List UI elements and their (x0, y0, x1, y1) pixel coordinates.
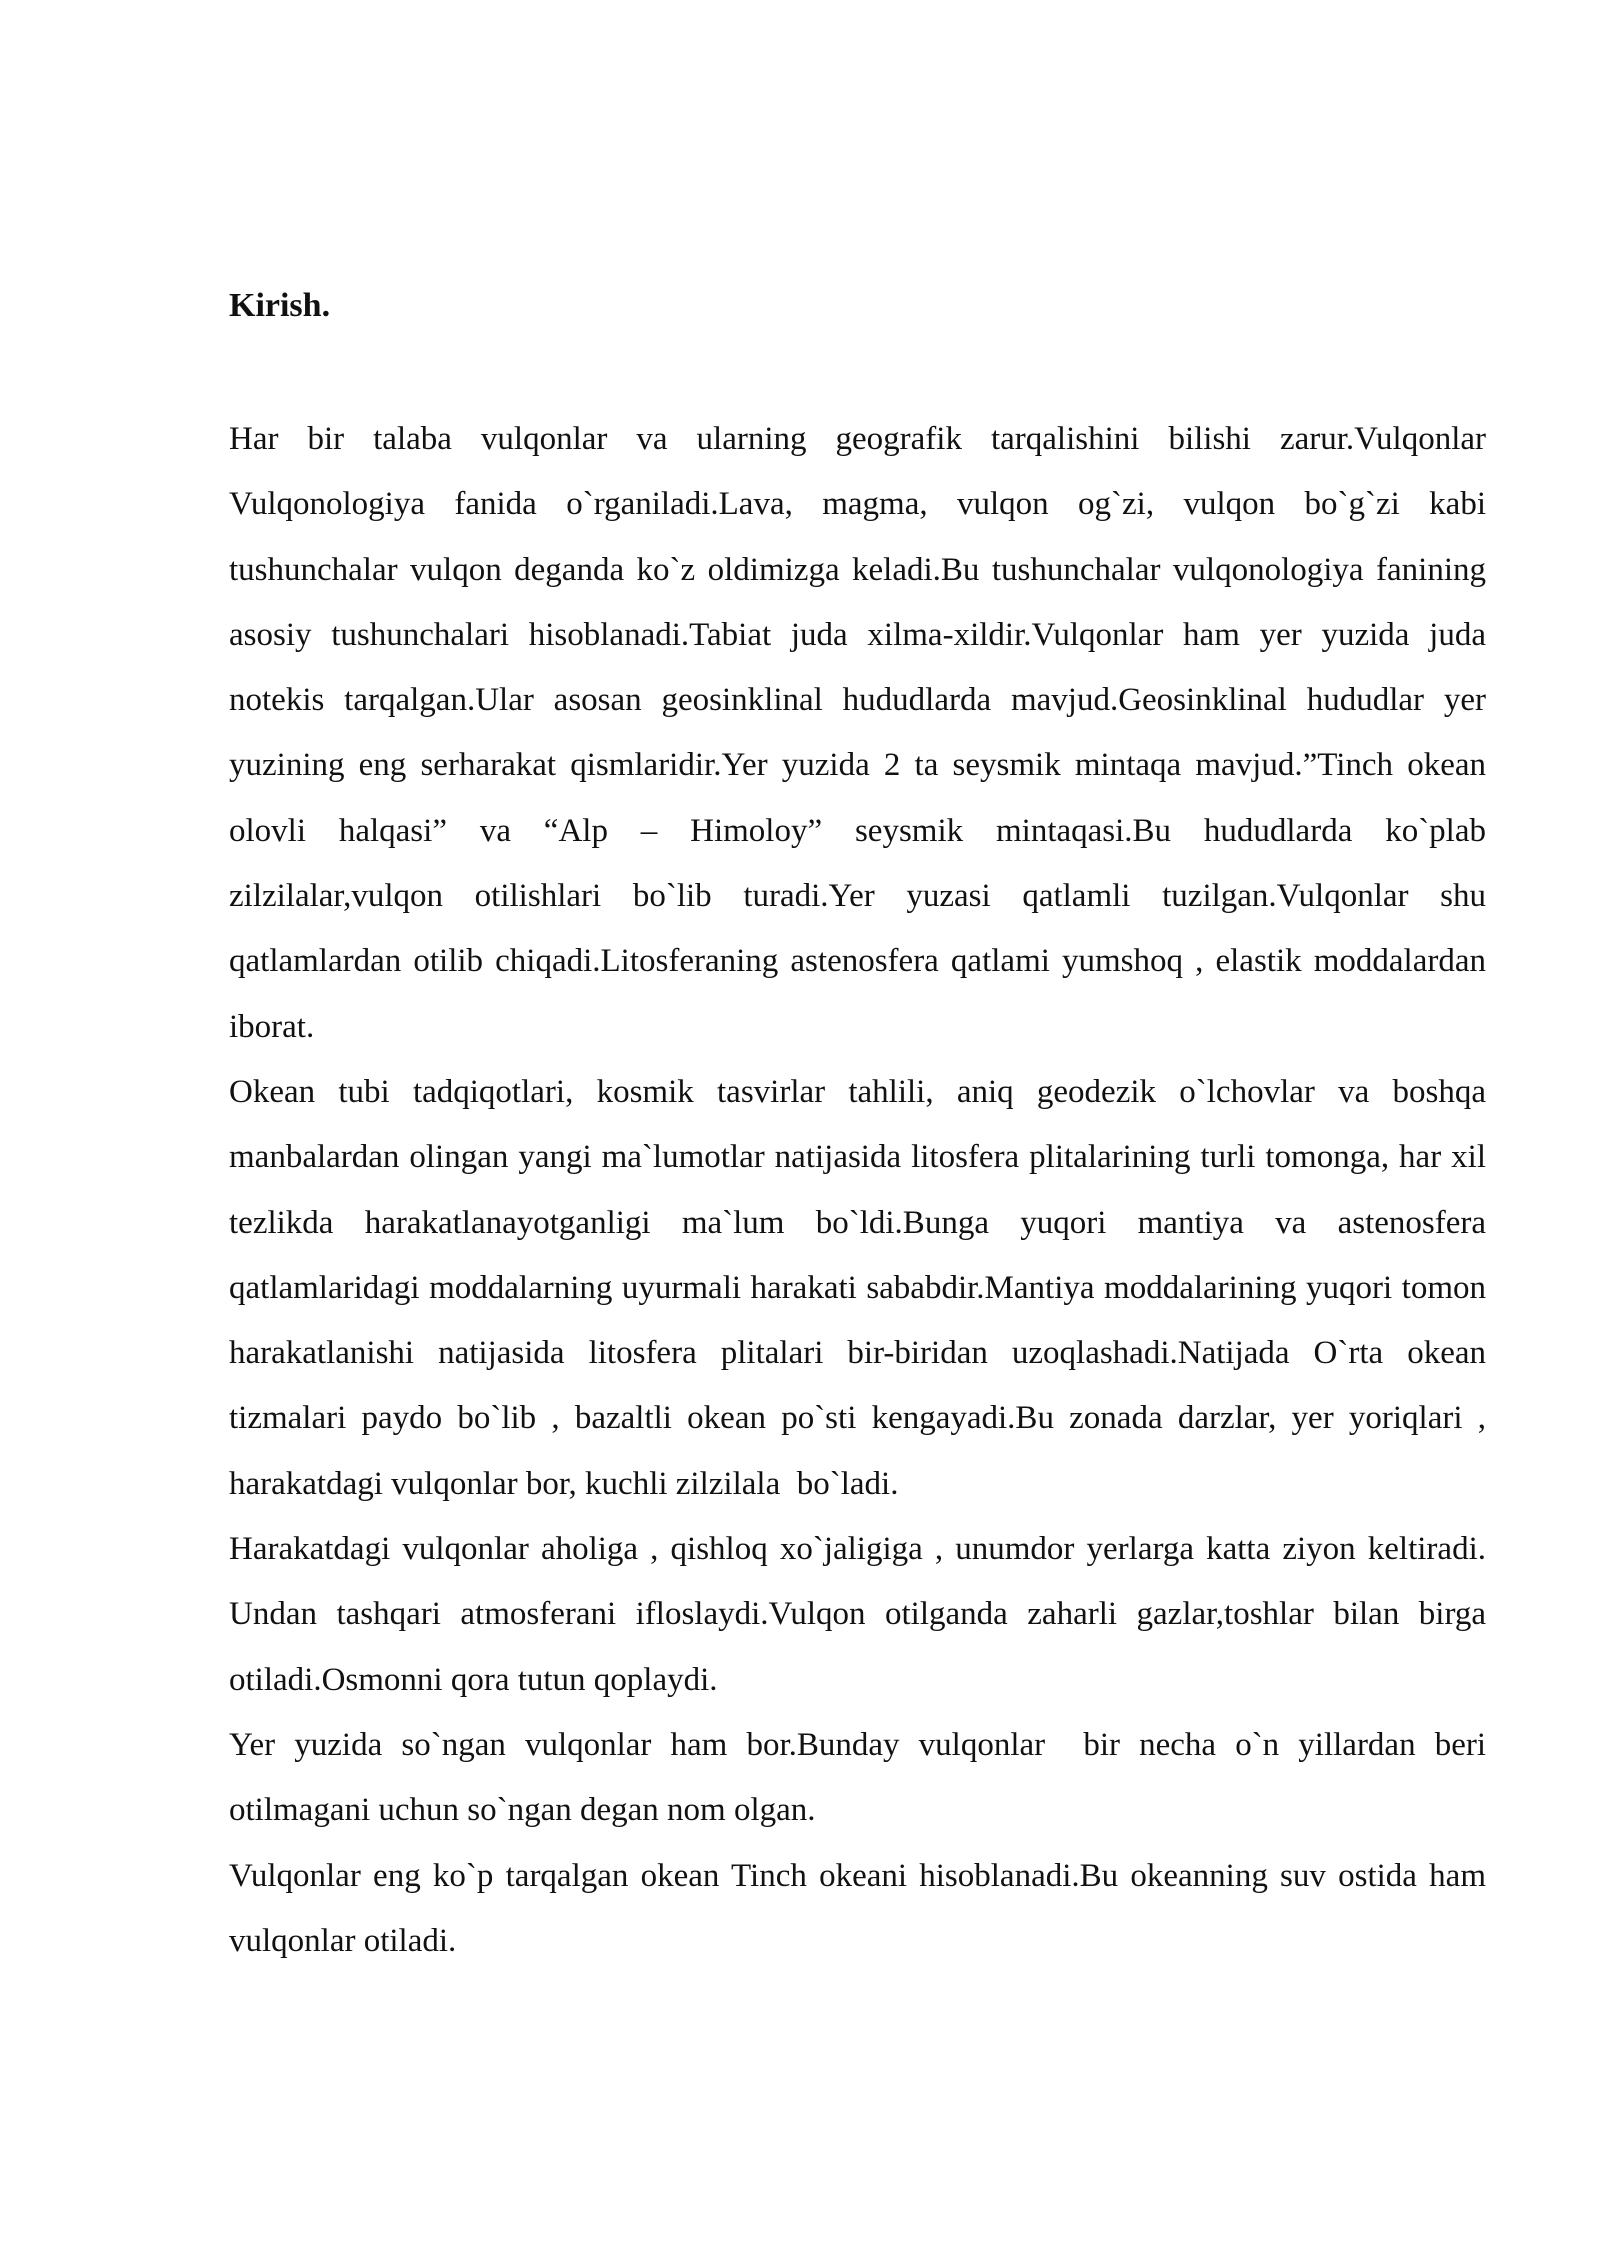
section-heading: Kirish. (229, 287, 331, 324)
paragraph: Har bir talaba vulqonlar va ularning geografik tarqalishini bilishi zarur.Vulqonlar Vulqonologiya fanida o`rganiladi.Lava, magma, vulqon og`zi, vulqon bo`g`zi kabi tushunchalar vulqon deganda ko`z oldimizga keladi.Bu tushunchalar vulqonologiya fanining asosiy tushunchalari hisoblanadi.Tabiat juda xilma-xildir.Vulqonlar ham yer yuzida juda notekis tarqalgan.Ular asosan geosinklinal hududlarda mavjud.Geosinklinal hududlar yer yuzining eng serharakat qismlaridir.Yer yuzida 2 ta seysmik mintaqa mavjud.”Tinch okean olovli halqasi” va “Alp – Himoloy” seysmik mintaqasi.Bu hududlarda ko`plab zilzilalar,vulqon otilishlari bo`lib turadi.Yer yuzasi qatlamli tuzilgan.Vulqonlar shu qatlamlardan otilib chiqadi.Litosferaning astenosfera qatlami yumshoq , elastik moddalardan iborat. (229, 421, 1495, 1045)
paragraph: Okean tubi tadqiqotlari, kosmik tasvirlar tahlili, aniq geodezik o`lchovlar va boshqa manbalardan olingan yangi ma`lumotlar natijasida litosfera plitalarining turli tomonga, har xil tezlikda harakatlanayotganligi ma`lum bo`ldi.Bunga yuqori mantiya va astenosfera qatlamlaridagi moddalarning uyurmali harakati sababdir.Mantiya moddalarining yuqori tomon harakatlanishi natijasida litosfera plitalari bir-biridan uzoqlashadi.Natijada O`rta okean tizmalari paydo bo`lib , bazaltli okean po`sti kengayadi.Bu zonada darzlar, yer yoriqlari , harakatdagi vulqonlar bor, kuchli zilzilala bo`ladi. (229, 1073, 1495, 1502)
document-body (229, 407, 1495, 1974)
paragraph: Vulqonlar eng ko`p tarqalgan okean Tinch okeani hisoblanadi.Bu okeanning suv ostida ham vulqonlar otiladi. (229, 1857, 1495, 1959)
paragraph: Yer yuzida so`ngan vulqonlar ham bor.Bunday vulqonlar bir necha o`n yillardan beri otilmagani uchun so`ngan degan nom olgan. (229, 1726, 1495, 1829)
paragraph: Harakatdagi vulqonlar aholiga , qishloq xo`jaligiga , unumdor yerlarga katta ziyon keltiradi. Undan tashqari atmosferani ifloslaydi.Vulqon otilganda zaharli gazlar,toshlar bilan birga otiladi.Osmonni qora tutun qoplaydi. (229, 1531, 1495, 1698)
